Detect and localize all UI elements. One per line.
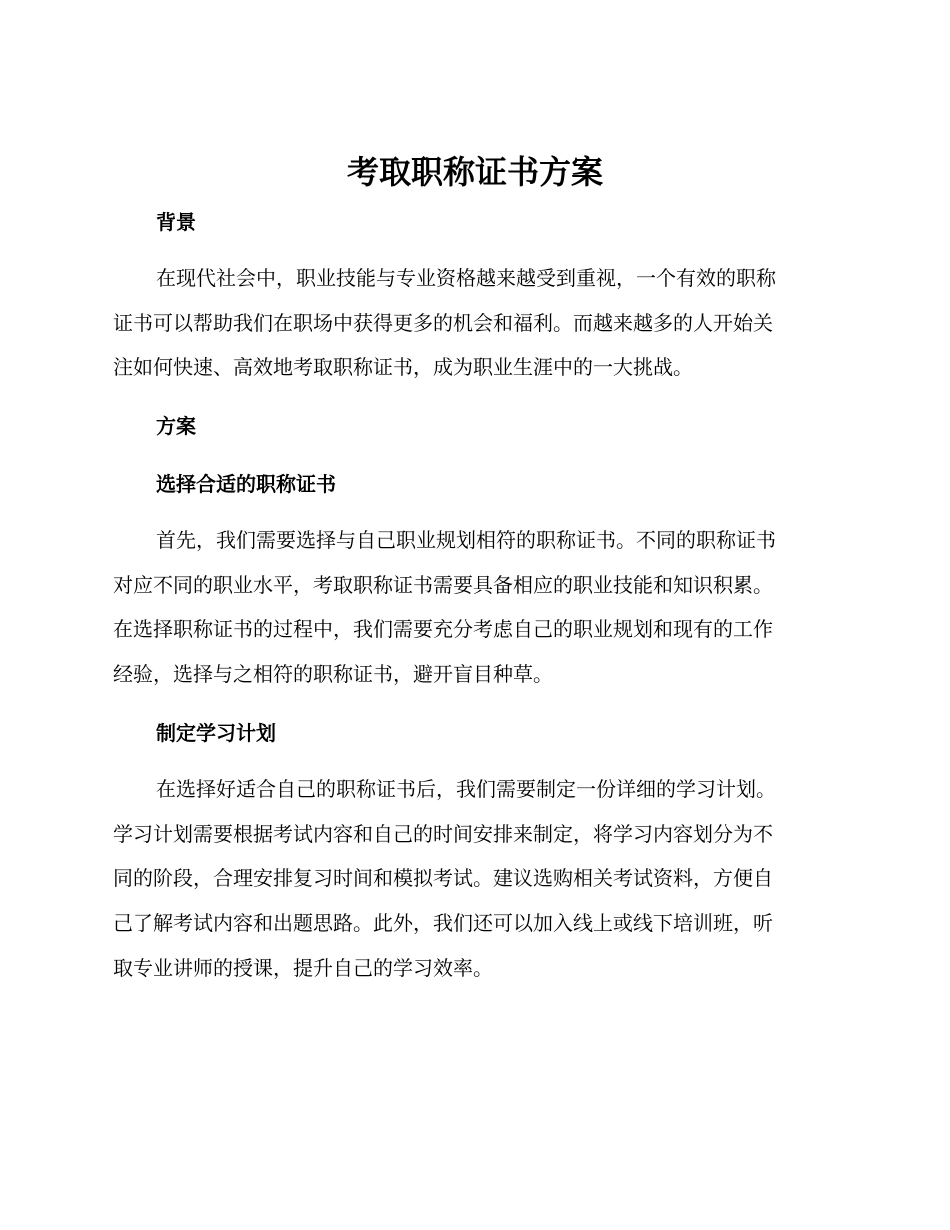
study-plan-paragraph [113,767,833,991]
paragraph-line: 证书可以帮助我们在职场中获得更多的机会和福利。而越来越多的人开始关 [113,310,773,335]
paragraph-line: 己了解考试内容和出题思路。此外，我们还可以加入线上或线下培训班，听 [113,911,773,936]
paragraph-line: 首先，我们需要选择与自己职业规划相符的职称证书。不同的职称证书 [156,528,776,552]
choose-certificate-paragraph [113,518,833,697]
paragraph-line: 经验，选择与之相符的职称证书，避开盲目种草。 [113,662,553,687]
section-heading-study-plan: 制定学习计划 [156,721,276,745]
document-title: 考取职称证书方案 [346,153,603,191]
paragraph-line: 学习计划需要根据考试内容和自己的时间安排来制定，将学习内容划分为不 [113,821,773,846]
paragraph-line: 在选择职称证书的过程中，我们需要充分考虑自己的职业规划和现有的工作 [113,617,773,642]
paragraph-line: 取专业讲师的授课，提升自己的学习效率。 [113,955,493,980]
section-heading-background: 背景 [156,210,196,234]
paragraph-line: 在选择好适合自己的职称证书后，我们需要制定一份详细的学习计划。 [156,777,776,801]
section-heading-plan: 方案 [156,414,196,438]
background-paragraph [113,256,833,390]
section-heading-choose-certificate: 选择合适的职称证书 [156,472,336,496]
paragraph-line: 在现代社会中，职业技能与专业资格越来越受到重视，一个有效的职称 [156,266,776,290]
paragraph-line: 同的阶段，合理安排复习时间和模拟考试。建议选购相关考试资料，方便自 [113,866,773,891]
paragraph-line: 对应不同的职业水平，考取职称证书需要具备相应的职业技能和知识积累。 [113,572,773,597]
paragraph-line: 注如何快速、高效地考取职称证书，成为职业生涯中的一大挑战。 [113,355,693,380]
